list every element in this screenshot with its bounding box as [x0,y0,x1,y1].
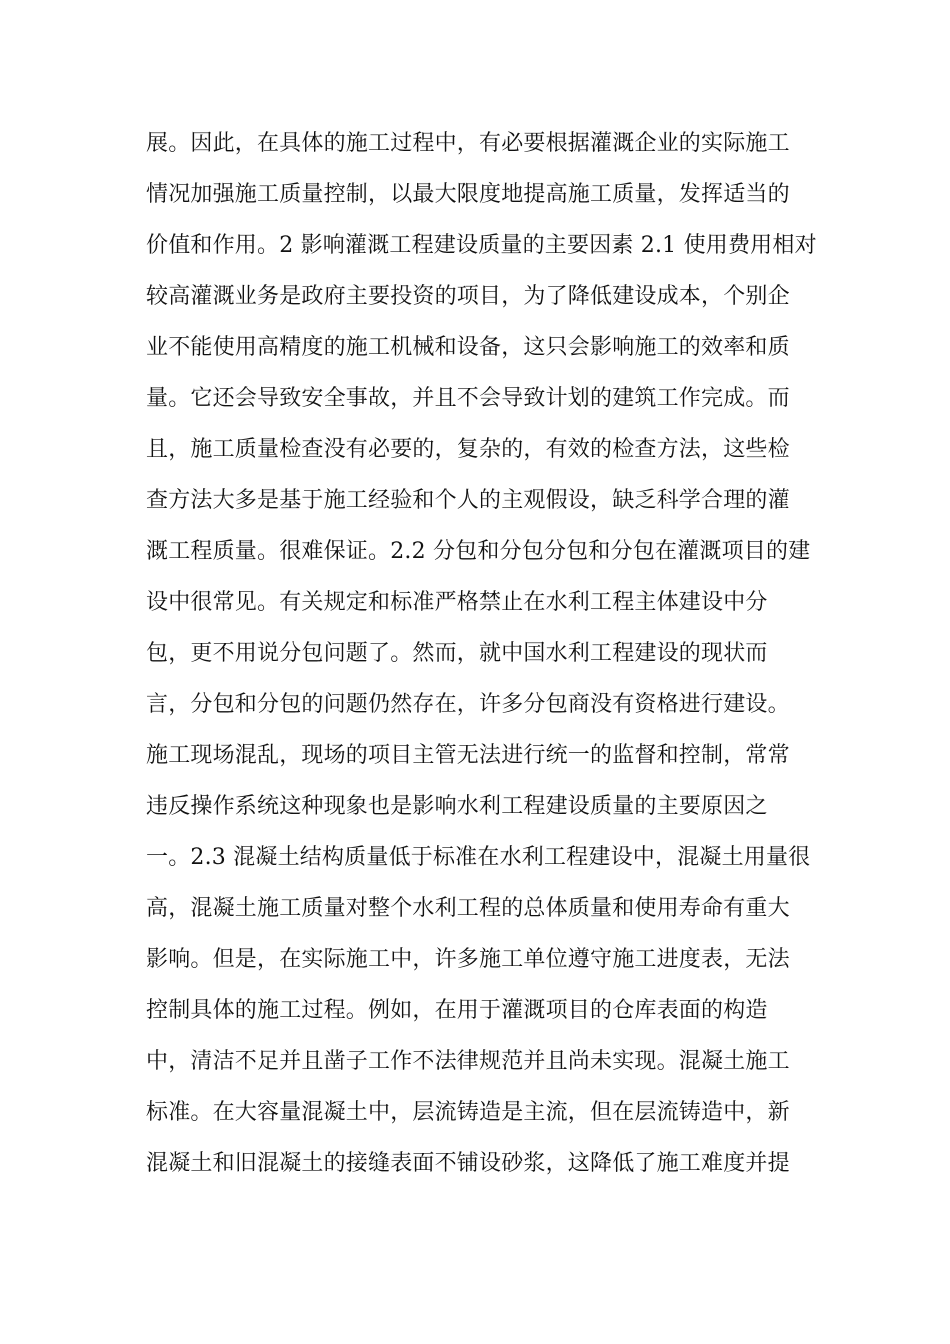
text-line: 影响。但是，在实际施工中，许多施工单位遵守施工进度表，无法 [146,947,790,972]
text-line: 业不能使用高精度的施工机械和设备，这只会影响施工的效率和质 [146,335,790,360]
text-line: 量。它还会导致安全事故，并且不会导致计划的建筑工作完成。而 [146,386,790,411]
text-line: 情况加强施工质量控制，以最大限度地提高施工质量，发挥适当的 [146,182,790,207]
text-line: 中，清洁不足并且凿子工作不法律规范并且尚未实现。混凝土施工 [146,1049,790,1074]
text-line: 价值和作用。2 影响灌溉工程建设质量的主要因素 2.1 使用费用相对 [146,233,817,258]
text-line: 控制具体的施工过程。例如，在用于灌溉项目的仓库表面的构造 [146,998,768,1023]
text-line: 违反操作系统这种现象也是影响水利工程建设质量的主要原因之 [146,794,768,819]
text-line: 高，混凝土施工质量对整个水利工程的总体质量和使用寿命有重大 [146,896,790,921]
text-line: 查方法大多是基于施工经验和个人的主观假设，缺乏科学合理的灌 [146,488,790,513]
text-line: 言，分包和分包的问题仍然存在，许多分包商没有资格进行建设。 [146,692,790,717]
text-line: 标准。在大容量混凝土中，层流铸造是主流，但在层流铸造中，新 [146,1100,790,1125]
text-line: 一。2.3 混凝土结构质量低于标准在水利工程建设中，混凝土用量很 [146,845,811,870]
text-line: 混凝土和旧混凝土的接缝表面不铺设砂浆，这降低了施工难度并提 [146,1151,790,1176]
text-line: 溉工程质量。很难保证。2.2 分包和分包分包和分包在灌溉项目的建 [146,539,811,564]
text-line: 较高灌溉业务是政府主要投资的项目，为了降低建设成本，个别企 [146,284,790,309]
text-line: 设中很常见。有关规定和标准严格禁止在水利工程主体建设中分 [146,590,768,615]
text-line: 展。因此，在具体的施工过程中，有必要根据灌溉企业的实际施工 [146,131,790,156]
body-text [146,118,826,1189]
text-line: 且，施工质量检查没有必要的，复杂的，有效的检查方法，这些检 [146,437,790,462]
text-line: 包，更不用说分包问题了。然而，就中国水利工程建设的现状而 [146,641,768,666]
text-line: 施工现场混乱，现场的项目主管无法进行统一的监督和控制，常常 [146,743,790,768]
